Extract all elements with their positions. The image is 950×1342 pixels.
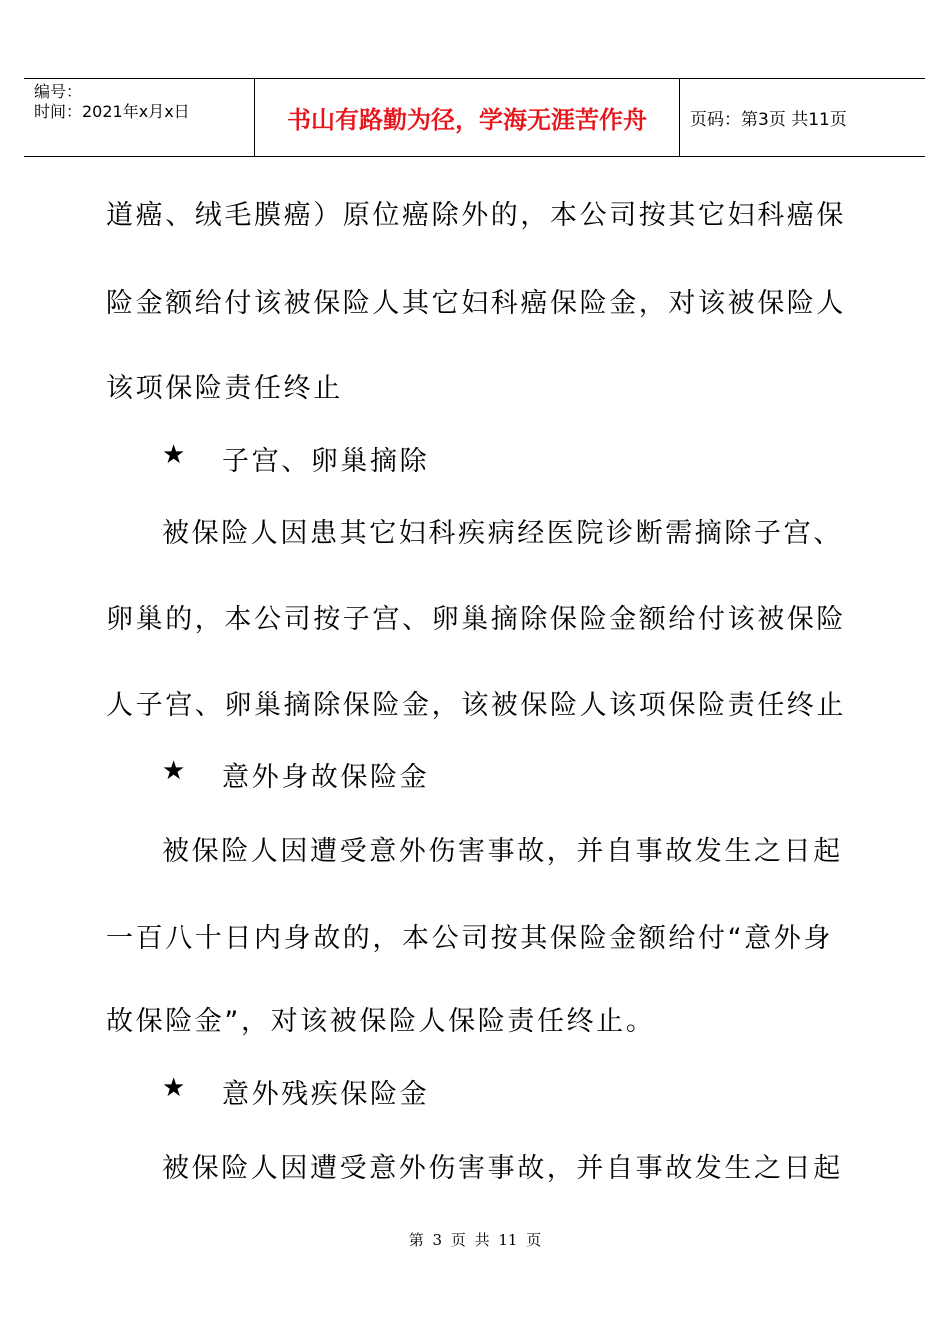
header-meta [24, 79, 255, 156]
star-bullet-icon: ★ [162, 1073, 186, 1103]
body-line: 该项保险责任终止 [106, 373, 343, 404]
body-line: 卵巢的，本公司按子宫、卵巢摘除保险金额给付该被保险 [106, 604, 846, 635]
body-line: 险金额给付该被保险人其它妇科癌保险金，对该被保险人 [106, 288, 846, 319]
body-line: 故保险金”，对该被保险人保险责任终止。 [106, 1006, 656, 1037]
code-label: 编号： [34, 82, 83, 101]
body-line: 被保险人因遭受意外伤害事故，并自事故发生之日起 [162, 1153, 843, 1184]
star-bullet-icon: ★ [162, 440, 186, 470]
section-heading: 意外身故保险金 [222, 762, 430, 793]
star-bullet-icon: ★ [162, 756, 186, 786]
body-line: 人子宫、卵巢摘除保险金，该被保险人该项保险责任终止 [106, 690, 846, 721]
body-line: 道癌、绒毛膜癌）原位癌除外的，本公司按其它妇科癌保 [106, 200, 846, 231]
section-heading: 子宫、卵巢摘除 [222, 446, 430, 477]
page-footer: 第 3 页 共 11 页 [408, 1231, 542, 1249]
body-line: 被保险人因遭受意外伤害事故，并自事故发生之日起 [162, 836, 843, 867]
header-motto: 书山有路勤为径，学海无涯苦作舟 [255, 79, 680, 156]
header-page-label: 页码：第3页 共11页 [690, 110, 847, 130]
page-header [24, 78, 925, 157]
date-label: 时间：2021年x月x日 [34, 102, 190, 121]
body-line: 被保险人因患其它妇科疾病经医院诊断需摘除子宫、 [162, 518, 843, 549]
section-heading: 意外残疾保险金 [222, 1079, 430, 1110]
body-line: 一百八十日内身故的，本公司按其保险金额给付“意外身 [106, 923, 833, 954]
